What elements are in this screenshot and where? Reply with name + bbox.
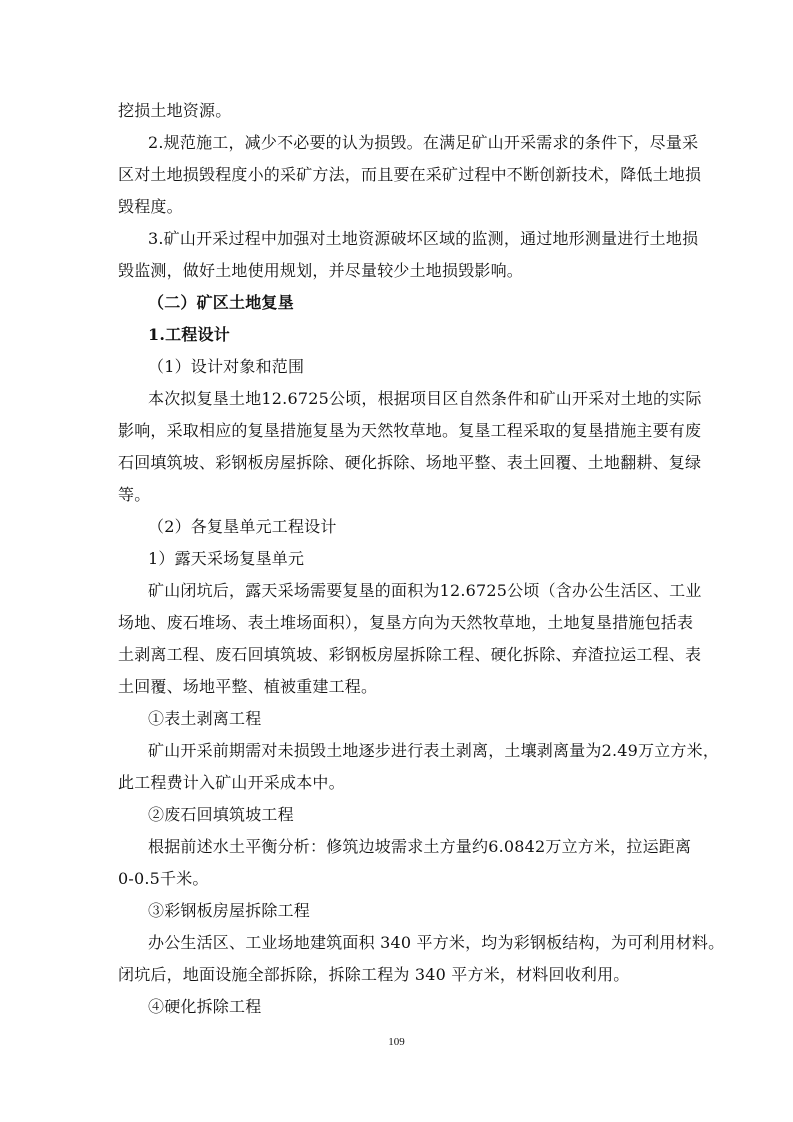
paragraph-line: 本次拟复垦土地12.6725公顷，根据项目区自然条件和矿山开采对土地的实际 [148, 389, 702, 408]
paragraph-line: 等。 [118, 485, 151, 504]
item-heading: 1）露天采场复垦单元 [148, 549, 305, 568]
paragraph-line: 区对土地损毁程度小的采矿方法，而且要在采矿过程中不断创新技术，降低土地损 [118, 165, 702, 184]
section-heading: （二）矿区土地复垦 [148, 293, 294, 312]
item-heading: （2）各复垦单元工程设计 [148, 517, 337, 536]
paragraph-line: 场地、废石堆场、表土堆场面积），复垦方向为天然牧草地，土地复垦措施包括表 [118, 613, 694, 632]
paragraph-line: 石回填筑坡、彩钢板房屋拆除、硬化拆除、场地平整、表土回覆、土地翻耕、复绿 [118, 453, 702, 472]
paragraph-line: 挖损土地资源。 [118, 101, 232, 120]
paragraph-line: 土回覆、场地平整、植被重建工程。 [118, 677, 378, 696]
paragraph-line: 影响，采取相应的复垦措施复垦为天然牧草地。复垦工程采取的复垦措施主要有废 [118, 421, 702, 440]
paragraph-line: 矿山闭坑后，露天采场需要复垦的面积为12.6725公顷（含办公生活区、工业 [148, 581, 702, 600]
page-body [118, 95, 725, 1023]
paragraph-line: 3.矿山开采过程中加强对土地资源破坏区域的监测，通过地形测量进行土地损 [148, 229, 699, 248]
paragraph-line: 办公生活区、工业场地建筑面积 340 平方米，均为彩钢板结构，为可利用材料。 [148, 933, 725, 952]
paragraph-line: 毁监测，做好土地使用规划，并尽量较少土地损毁影响。 [118, 261, 524, 280]
item-heading: ④硬化拆除工程 [148, 997, 262, 1016]
page-number: 109 [388, 1036, 405, 1048]
item-heading: ②废石回填筑坡工程 [148, 805, 294, 824]
paragraph-line: 毁程度。 [118, 197, 183, 216]
item-heading: ①表土剥离工程 [148, 709, 262, 728]
subsection-heading: 1.工程设计 [148, 325, 230, 344]
item-heading: ③彩钢板房屋拆除工程 [148, 901, 311, 920]
paragraph-line: 闭坑后，地面设施全部拆除，拆除工程为 340 平方米，材料回收利用。 [118, 965, 630, 984]
paragraph-line: 矿山开采前期需对未损毁土地逐步进行表土剥离，土壤剥离量为2.49万立方米， [148, 741, 720, 760]
paragraph-line: 此工程费计入矿山开采成本中。 [118, 773, 345, 792]
paragraph-line: 2.规范施工，减少不必要的认为损毁。在满足矿山开采需求的条件下，尽量采 [148, 133, 699, 152]
paragraph-line: 土剥离工程、废石回填筑坡、彩钢板房屋拆除工程、硬化拆除、弃渣拉运工程、表 [118, 645, 702, 664]
paragraph-line: 0-0.5千米。 [118, 869, 209, 888]
item-heading: （1）设计对象和范围 [148, 357, 305, 376]
paragraph-line: 根据前述水土平衡分析：修筑边坡需求土方量约6.0842万立方米，拉运距离 [148, 837, 692, 856]
